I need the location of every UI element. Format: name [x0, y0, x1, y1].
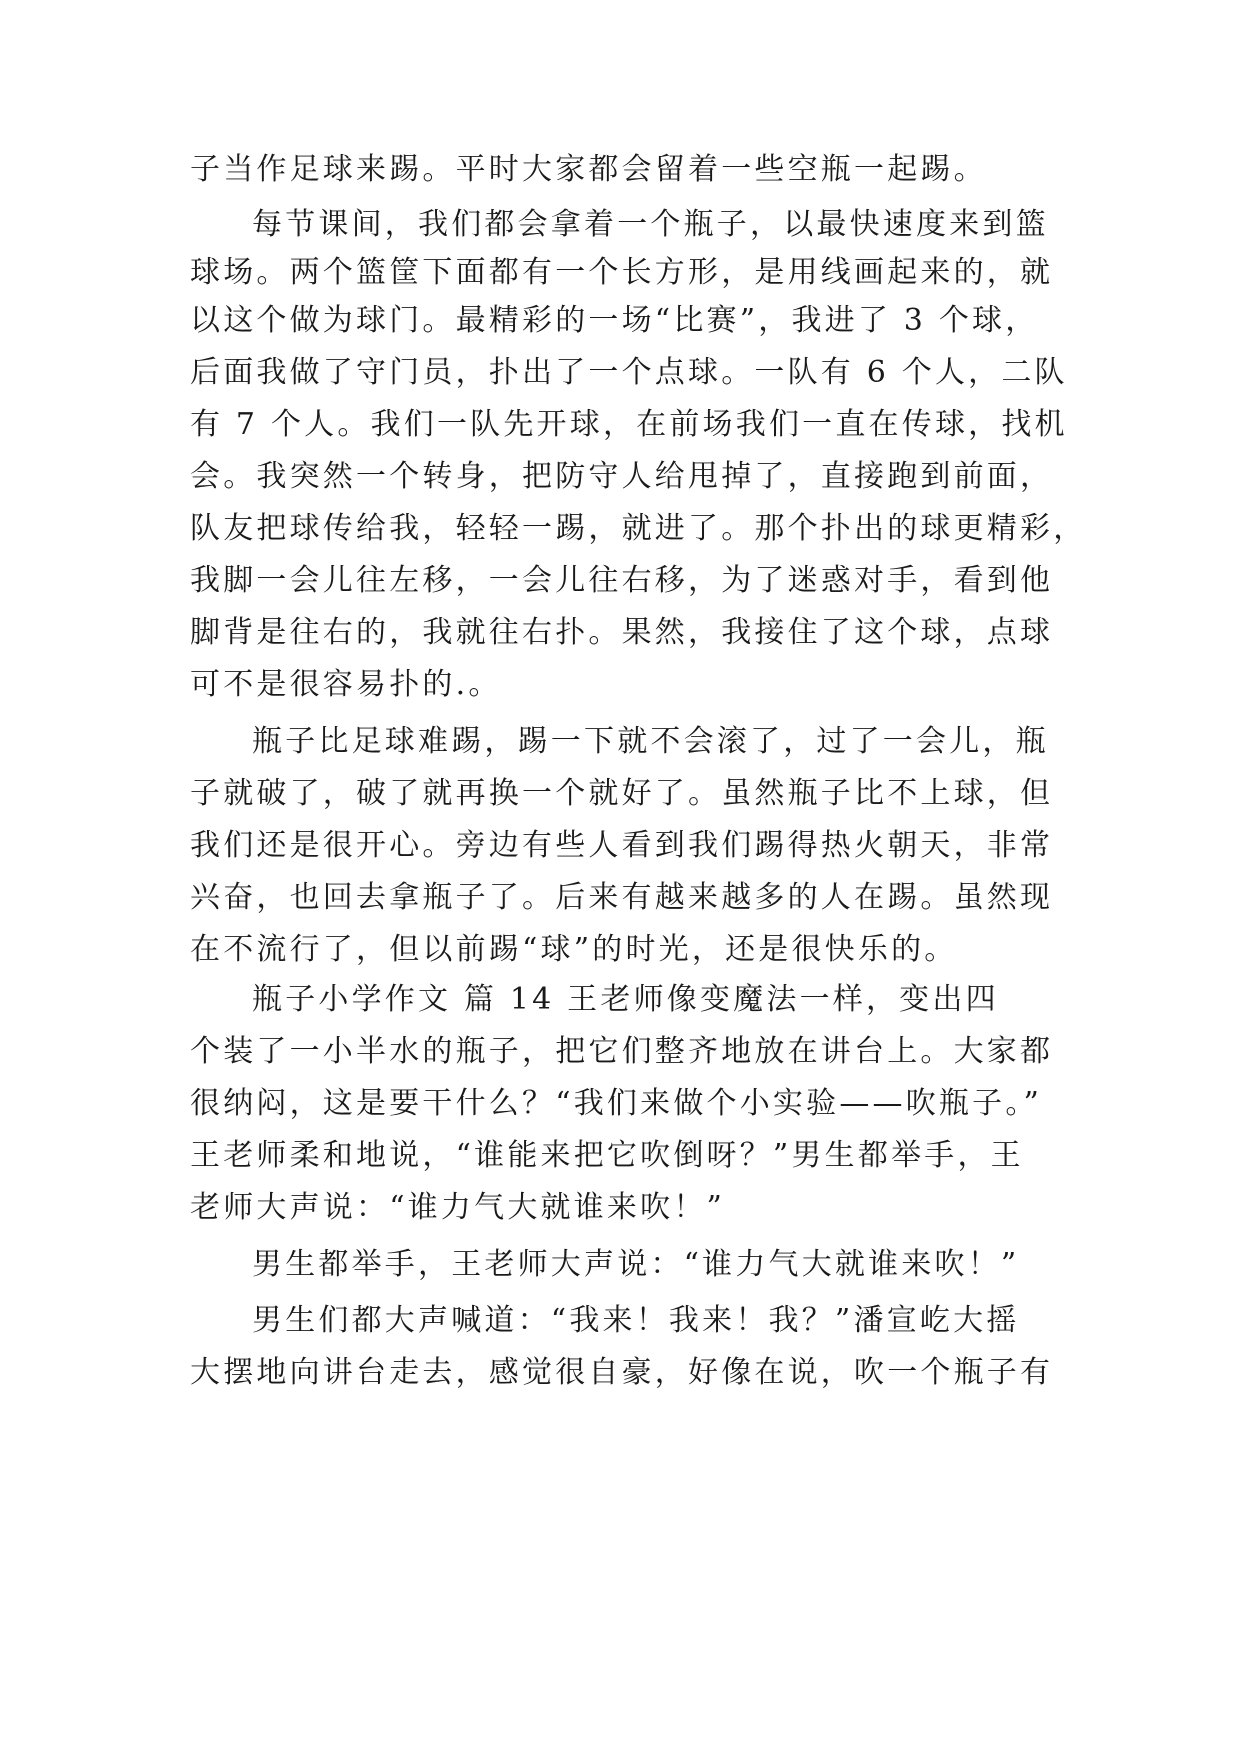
- text-line: 会。我突然一个转身，把防守人给甩掉了，直接跑到前面，: [190, 459, 1054, 494]
- text-line: 大摆地向讲台走去，感觉很自豪，好像在说，吹一个瓶子有: [190, 1355, 1054, 1390]
- text-line: 老师大声说：“谁力气大就谁来吹！”: [190, 1190, 726, 1225]
- text-line: 个装了一小半水的瓶子，把它们整齐地放在讲台上。大家都: [190, 1034, 1054, 1069]
- text-line: 可不是很容易扑的.。: [190, 667, 502, 702]
- paragraph-start-line: 男生们都大声喊道：“我来！我来！我？”潘宣屹大摇: [252, 1303, 1020, 1338]
- text-line: 队友把球传给我，轻轻一踢，就进了。那个扑出的球更精彩，: [190, 511, 1087, 546]
- text-line: 以这个做为球门。最精彩的一场“比赛”，我进了 3 个球，: [190, 303, 1039, 338]
- section-heading-line: 瓶子小学作文 篇 14 王老师像变魔法一样，变出四: [252, 982, 999, 1017]
- text-line: 我脚一会儿往左移，一会儿往右移，为了迷惑对手，看到他: [190, 563, 1054, 598]
- text-line: 王老师柔和地说，“谁能来把它吹倒呀？”男生都举手，王: [190, 1138, 1024, 1173]
- text-line: 我们还是很开心。旁边有些人看到我们踢得热火朝天，非常: [190, 828, 1054, 863]
- text-line: 在不流行了，但以前踢“球”的时光，还是很快乐的。: [190, 932, 958, 967]
- paragraph-start-line: 男生都举手，王老师大声说：“谁力气大就谁来吹！”: [252, 1247, 1020, 1282]
- paragraph-start-line: 瓶子比足球难踢，踢一下就不会滚了，过了一会儿，瓶: [252, 724, 1049, 759]
- text-line: 子就破了，破了就再换一个就好了。虽然瓶子比不上球，但: [190, 776, 1054, 811]
- text-line: 兴奋，也回去拿瓶子了。后来有越来越多的人在踢。虽然现: [190, 880, 1054, 915]
- paragraph-start-line: 每节课间，我们都会拿着一个瓶子，以最快速度来到篮: [252, 207, 1049, 242]
- text-line: 脚背是往右的，我就往右扑。果然，我接住了这个球，点球: [190, 615, 1054, 650]
- text-line: 很纳闷，这是要干什么？“我们来做个小实验——吹瓶子。”: [190, 1086, 1043, 1121]
- text-line: 子当作足球来踢。平时大家都会留着一些空瓶一起踢。: [190, 152, 987, 187]
- text-line: 球场。两个篮筐下面都有一个长方形，是用线画起来的，就: [190, 255, 1054, 290]
- text-line: 后面我做了守门员，扑出了一个点球。一队有 6 个人，二队: [190, 355, 1068, 390]
- text-line: 有 7 个人。我们一队先开球，在前场我们一直在传球，找机: [190, 407, 1068, 442]
